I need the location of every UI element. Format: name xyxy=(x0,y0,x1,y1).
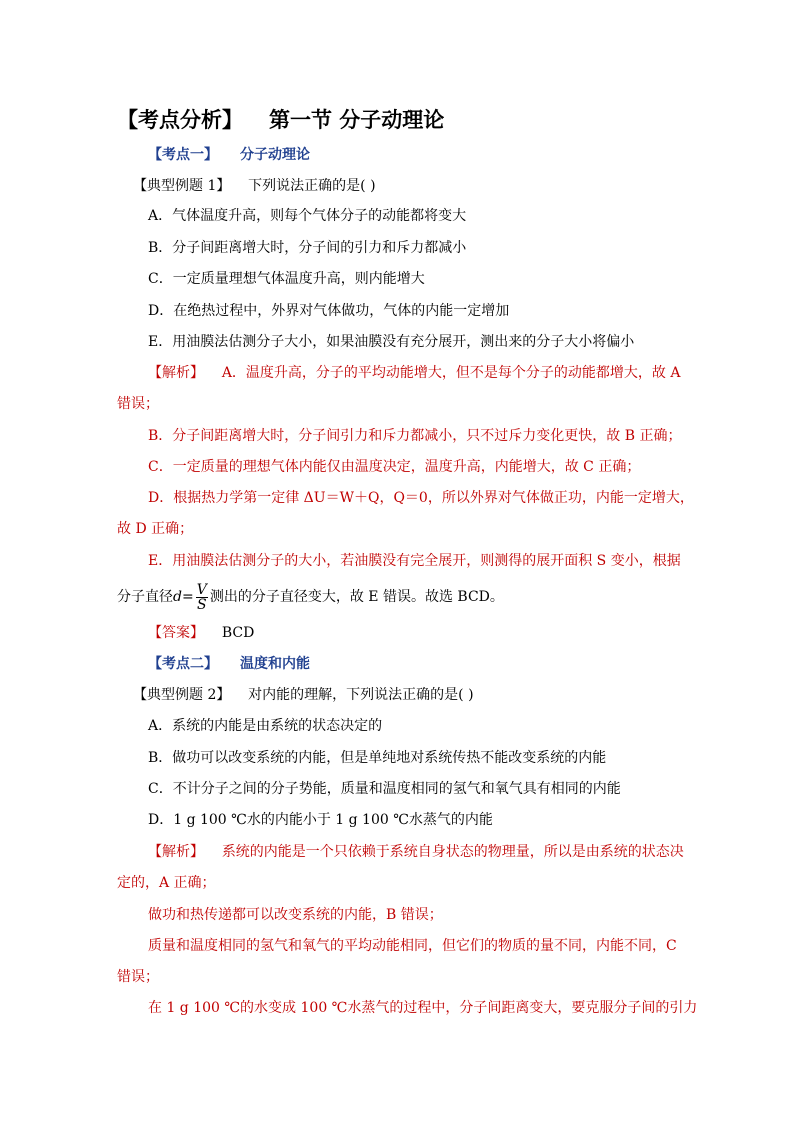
q1-option-e: E．用油膜法估测分子大小，如果油膜没有充分展开，测出来的分子大小将偏小 xyxy=(148,334,635,350)
kp1-title: 分子动理论 xyxy=(240,147,310,163)
q2-stem-text: 对内能的理解，下列说法正确的是( ) xyxy=(248,687,474,703)
kp1-heading xyxy=(148,146,310,164)
formula-eq: = xyxy=(181,589,194,605)
formula-denominator: S xyxy=(196,596,207,613)
q2-analysis-line xyxy=(148,843,684,861)
q2-option-d: D．1 g 100 ℃水的内能小于 1 g 100 ℃水蒸气的内能 xyxy=(148,812,493,828)
q1-answer-value: BCD xyxy=(221,625,255,641)
q1-analysis-line: 错误； xyxy=(117,396,159,412)
title-section: 第一节 分子动理论 xyxy=(269,107,445,132)
q1-analysis-label: 【解析】 xyxy=(148,365,204,381)
page-title xyxy=(117,104,444,134)
q1-stem-text: 下列说法正确的是( ) xyxy=(248,178,376,194)
kp2-title: 温度和内能 xyxy=(240,656,310,672)
q1-answer-label: 【答案】 xyxy=(148,625,204,641)
q1-formula-line xyxy=(117,582,504,612)
q1-option-d: D．在绝热过程中，外界对气体做功，气体的内能一定增加 xyxy=(148,303,510,319)
q2-analysis-line: 错误； xyxy=(117,969,159,985)
kp2-label: 【考点二】 xyxy=(148,656,218,672)
q2-analysis-line: 做功和热传递都可以改变系统的内能，B 错误； xyxy=(148,907,443,923)
q1-analysis-line: 故 D 正确； xyxy=(117,521,194,537)
q1-analysis-text: A．温度升高，分子的平均动能增大，但不是每个分子的动能都增大，故 A xyxy=(221,365,681,381)
q1-analysis-line: E．用油膜法估测分子的大小，若油膜没有完全展开，则测得的展开面积 S 变小，根据 xyxy=(148,553,681,569)
q1-label: 【典型例题 1】 xyxy=(133,178,231,194)
formula-fraction xyxy=(196,583,208,612)
q1-analysis-line xyxy=(148,364,680,382)
kp1-label: 【考点一】 xyxy=(148,147,218,163)
q1-option-c: C．一定质量理想气体温度升高，则内能增大 xyxy=(148,271,425,287)
formula-prefix: 分子直径 xyxy=(117,589,173,605)
kp2-heading xyxy=(148,655,310,673)
formula-suffix: 测出的分子直径变大，故 E 错误。故选 BCD。 xyxy=(209,589,504,605)
q2-analysis-text: 系统的内能是一个只依赖于系统自身状态的物理量，所以是由系统的状态决 xyxy=(221,844,684,860)
q2-stem xyxy=(133,686,474,704)
q1-option-b: B．分子间距离增大时，分子间的引力和斥力都减小 xyxy=(148,240,467,256)
q2-analysis-line: 质量和温度相同的氢气和氧气的平均动能相同，但它们的物质的量不同，内能不同，C xyxy=(148,938,677,954)
q1-answer xyxy=(148,624,254,642)
q2-option-b: B．做功可以改变系统的内能，但是单纯地对系统传热不能改变系统的内能 xyxy=(148,750,607,766)
q2-analysis-line: 定的，A 正确； xyxy=(117,875,216,891)
q1-option-a: A．气体温度升高，则每个气体分子的动能都将变大 xyxy=(148,208,467,224)
title-bracket: 【考点分析】 xyxy=(117,107,243,132)
q2-analysis-label: 【解析】 xyxy=(148,844,204,860)
q1-analysis-line: B．分子间距离增大时，分子间引力和斥力都减小，只不过斥力变化更快，故 B 正确； xyxy=(148,428,682,444)
q2-option-a: A．系统的内能是由系统的状态决定的 xyxy=(148,718,383,734)
formula-numerator: V xyxy=(196,581,207,598)
q1-analysis-line: C．一定质量的理想气体内能仅由温度决定，温度升高，内能增大，故 C 正确； xyxy=(148,459,641,475)
q2-option-c: C．不计分子之间的分子势能，质量和温度相同的氢气和氧气具有相同的内能 xyxy=(148,781,621,797)
formula-d: d xyxy=(173,589,182,605)
q1-analysis-line: D．根据热力学第一定律 ΔU＝W＋Q，Q＝0，所以外界对气体做正功，内能一定增大， xyxy=(148,490,694,506)
q2-analysis-line: 在 1 g 100 ℃的水变成 100 ℃水蒸气的过程中，分子间距离变大，要克服分子间的引力 xyxy=(148,1000,698,1016)
q1-stem xyxy=(133,177,376,195)
q2-label: 【典型例题 2】 xyxy=(133,687,231,703)
